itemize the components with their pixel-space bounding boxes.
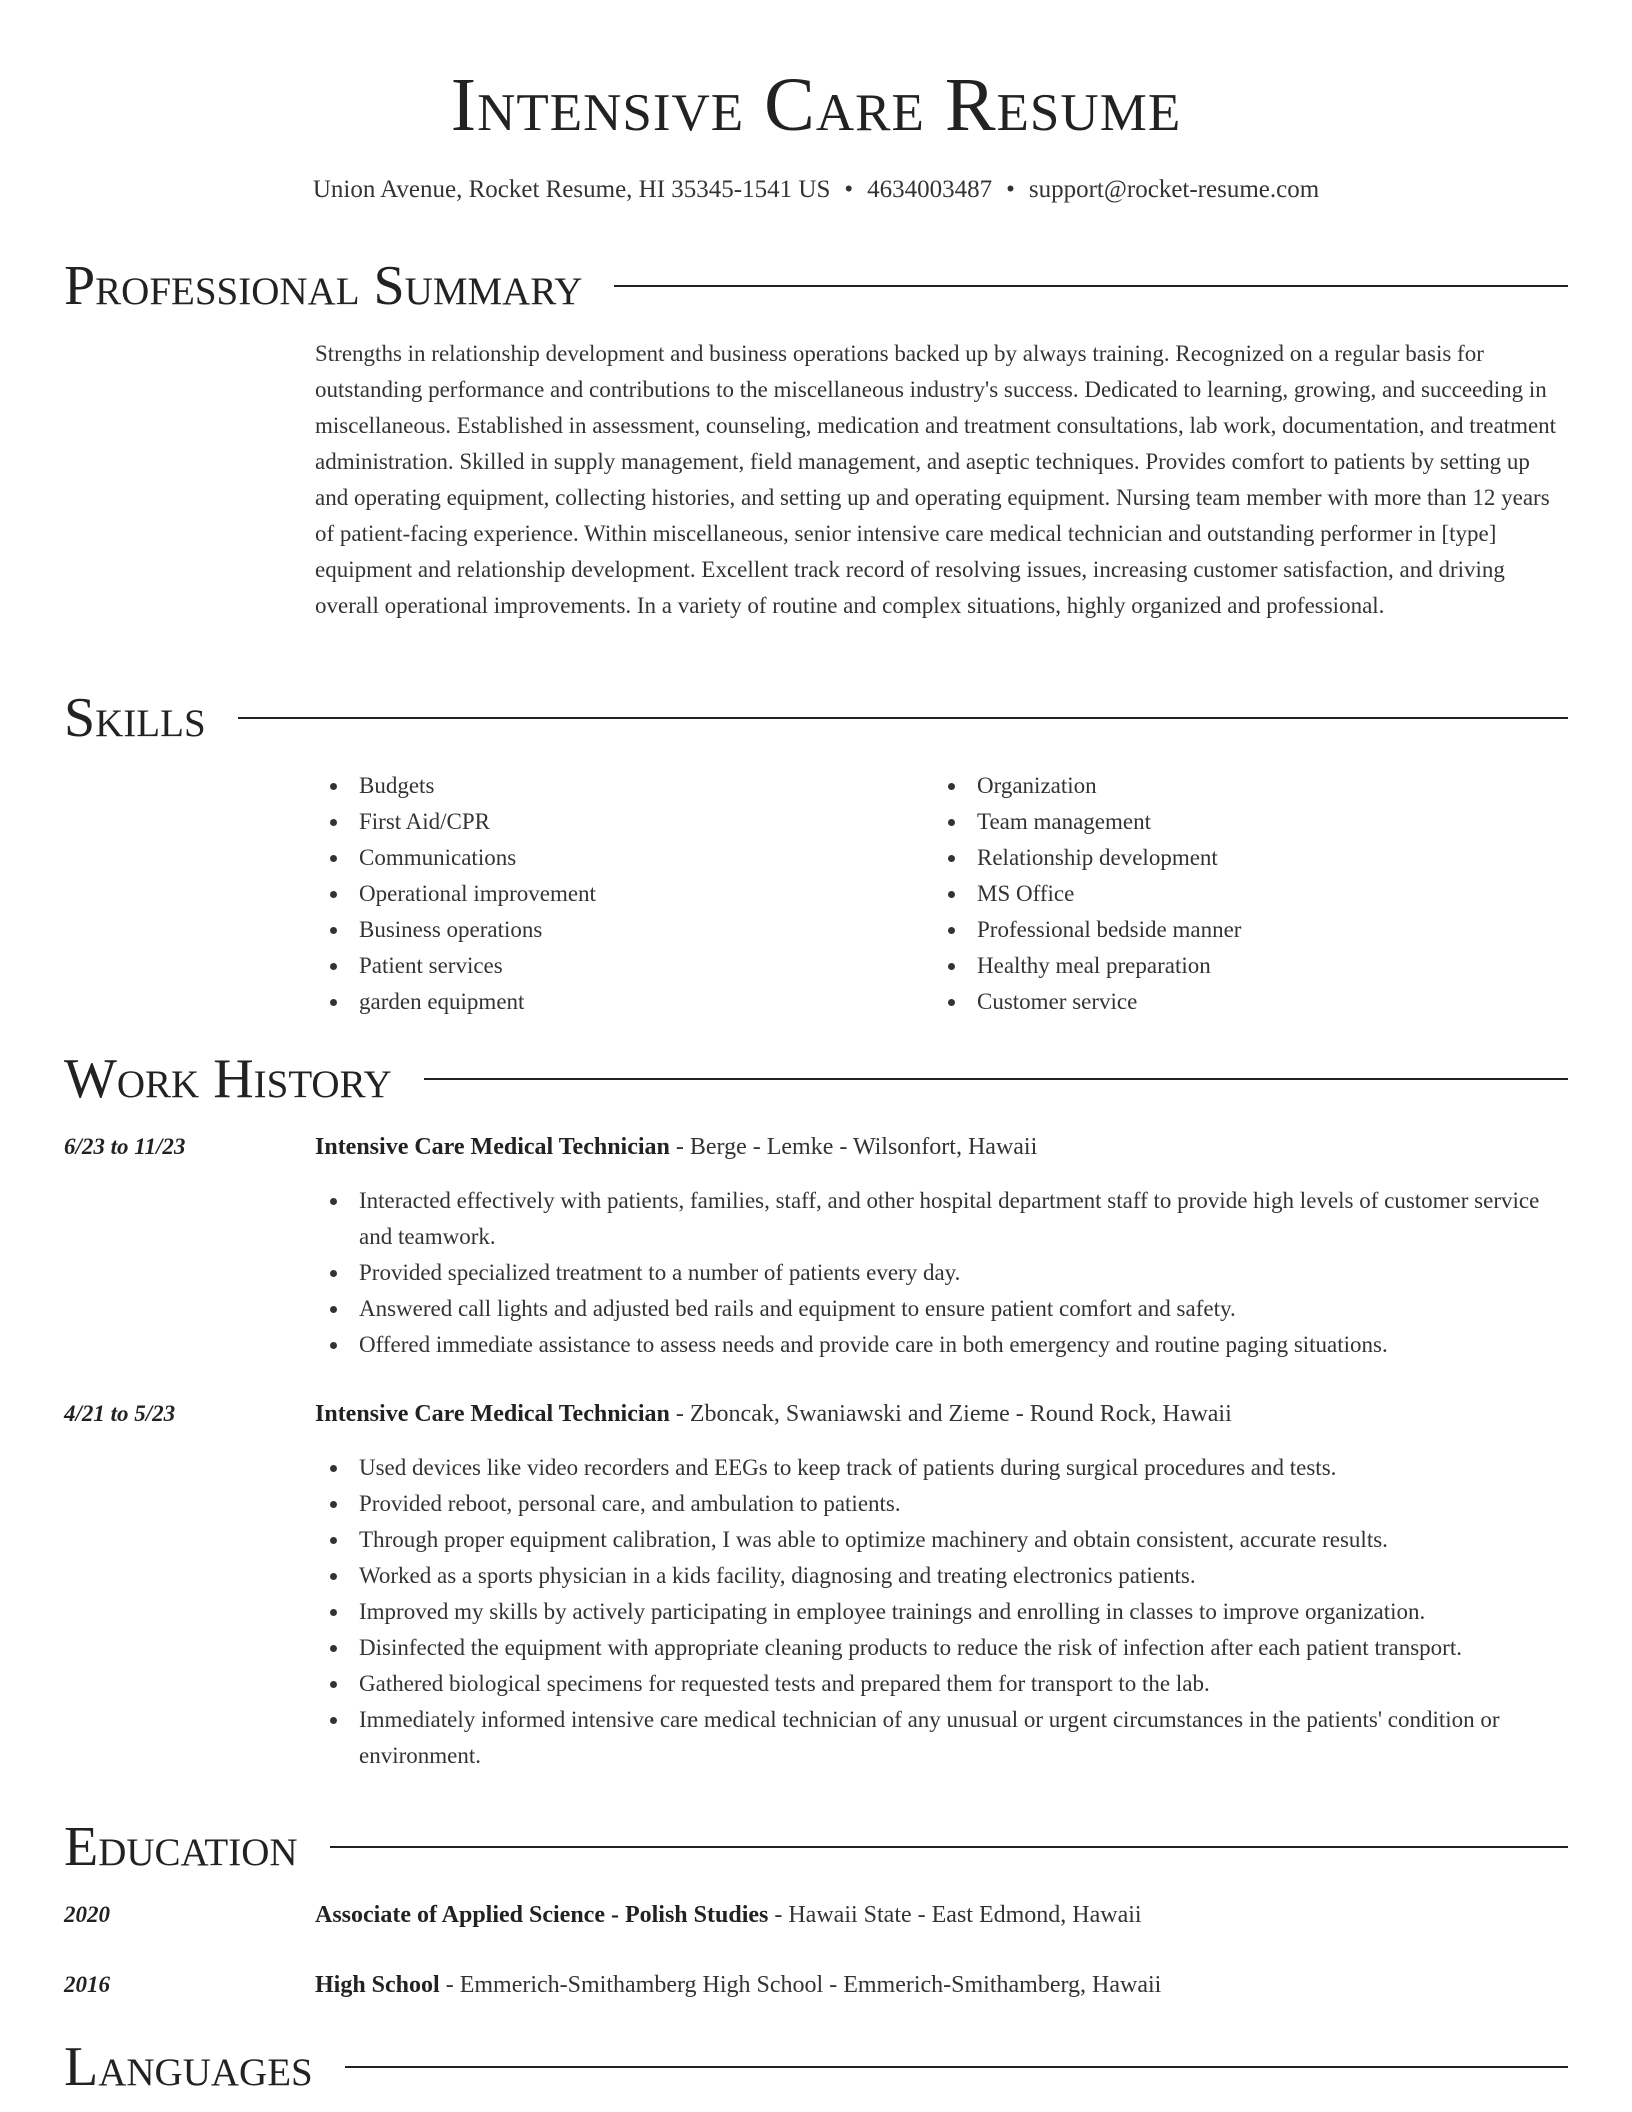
contact-separator: • [1006, 176, 1015, 203]
skill-item: Healthy meal preparation [933, 948, 1551, 984]
job-bullet: Provided reboot, personal care, and ambulation to patients. [315, 1486, 1568, 1522]
job-bullet: Worked as a sports physician in a kids facility, diagnosing and treating electronics patients. [315, 1558, 1568, 1594]
skills-section-header [64, 686, 1568, 750]
education-details: - Hawaii State - East Edmond, Hawaii [768, 1902, 1142, 1928]
skill-item: garden equipment [315, 984, 933, 1020]
skill-item: First Aid/CPR [315, 804, 933, 840]
skill-item: Team management [933, 804, 1551, 840]
education-details: - Emmerich-Smithamberg High School - Emmerich-Smithamberg, Hawaii [439, 1972, 1162, 1998]
summary-section-header [64, 254, 1568, 318]
education-section-header [64, 1815, 1568, 1879]
work-section-header [64, 1047, 1568, 1111]
job-header [315, 1396, 1568, 1432]
education-year: 2016 [64, 1972, 110, 1997]
contact-email[interactable]: support@rocket-resume.com [1028, 176, 1320, 203]
summary-text: Strengths in relationship development and business operations backed up by always training. Recognized on a regular basis for outstanding performance and contributions to the miscellaneous industry's success. Dedicated to learning, growing, and succeeding in miscellaneous. Established in assessment, counseling, medication and treatment consultations, lab work, documentation, and treatment administration. Skilled in supply management, field management, and aseptic techniques. Provides comfort to patients by setting up and operating equipment, collecting histories, and setting up and operating equipment. Nursing team member with more than 12 years of patient-facing experience. Within miscellaneous, senior intensive care medical technician and outstanding performer in [type] equipment and relationship development. Excellent track record of resolving issues, increasing customer satisfaction, and driving overall operational improvements. In a variety of routine and complex situations, highly organized and professional. [315, 341, 1557, 618]
job-bullet: Answered call lights and adjusted bed rails and equipment to ensure patient comfort and safety. [315, 1291, 1568, 1327]
job-bullet-list [315, 1450, 1568, 1774]
job-dates: 6/23 to 11/23 [64, 1134, 186, 1159]
job-bullet: Provided specialized treatment to a number of patients every day. [315, 1255, 1568, 1291]
job-title: Intensive Care Medical Technician [315, 1134, 670, 1160]
resume-title: Intensive Care Resume [450, 63, 1182, 147]
contact-phone: 4634003487 [867, 176, 993, 203]
skill-item: Operational improvement [315, 876, 933, 912]
education-header [315, 1897, 1568, 1933]
education-degree: High School [315, 1972, 440, 1998]
skill-item: Communications [315, 840, 933, 876]
contact-separator: • [844, 176, 854, 203]
skills-heading: Skills [64, 687, 206, 749]
section-divider [345, 2066, 1568, 2068]
education-header [315, 1967, 1568, 2003]
skill-item: Professional bedside manner [933, 912, 1551, 948]
job-bullet: Improved my skills by actively participating in employee trainings and enrolling in classes to improve organization. [315, 1594, 1568, 1630]
job-bullet-list [315, 1183, 1568, 1363]
skill-item: Business operations [315, 912, 933, 948]
job-bullet: Through proper equipment calibration, I was able to optimize machinery and obtain consistent, accurate results. [315, 1522, 1568, 1558]
skill-item: Patient services [315, 948, 933, 984]
summary-heading: Professional Summary [64, 255, 583, 317]
section-divider [330, 1846, 1568, 1848]
job-bullet: Used devices like video recorders and EEGs to keep track of patients during surgical procedures and tests. [315, 1450, 1568, 1486]
work-heading: Work History [64, 1048, 392, 1110]
education-heading: Education [64, 1816, 298, 1878]
skills-list [315, 768, 1568, 1020]
job-header [315, 1129, 1568, 1165]
skill-item: Customer service [933, 984, 1551, 1020]
job-details: - Berge - Lemke - Wilsonfort, Hawaii [669, 1134, 1038, 1160]
section-divider [614, 285, 1568, 287]
skill-item: Relationship development [933, 840, 1551, 876]
skill-item: MS Office [933, 876, 1551, 912]
languages-section-header [64, 2035, 1568, 2099]
job-bullet: Disinfected the equipment with appropriate cleaning products to reduce the risk of infection after each patient transport. [315, 1630, 1568, 1666]
contact-line [0, 173, 1632, 207]
job-bullet: Gathered biological specimens for requested tests and prepared them for transport to the lab. [315, 1666, 1568, 1702]
job-title: Intensive Care Medical Technician [315, 1401, 670, 1427]
job-details: - Zboncak, Swaniawski and Zieme - Round Rock, Hawaii [669, 1401, 1232, 1427]
section-divider [424, 1078, 1568, 1080]
skills-column-left [315, 768, 933, 1020]
education-year: 2020 [64, 1902, 110, 1927]
job-bullet: Immediately informed intensive care medical technician of any unusual or urgent circumstances in the patients' condition or environment. [315, 1702, 1568, 1774]
section-divider [238, 717, 1568, 719]
education-degree: Associate of Applied Science - Polish Studies [315, 1902, 769, 1928]
job-dates: 4/21 to 5/23 [64, 1401, 176, 1426]
contact-address: Union Avenue, Rocket Resume, HI 35345-1541 US [312, 176, 831, 203]
skill-item: Budgets [315, 768, 933, 804]
job-bullet: Interacted effectively with patients, families, staff, and other hospital department staff to provide high levels of customer service and teamwork. [315, 1183, 1568, 1255]
languages-heading: Languages [64, 2036, 313, 2098]
skills-column-right [933, 768, 1551, 1020]
job-bullet: Offered immediate assistance to assess needs and provide care in both emergency and routine paging situations. [315, 1327, 1568, 1363]
skill-item: Organization [933, 768, 1551, 804]
